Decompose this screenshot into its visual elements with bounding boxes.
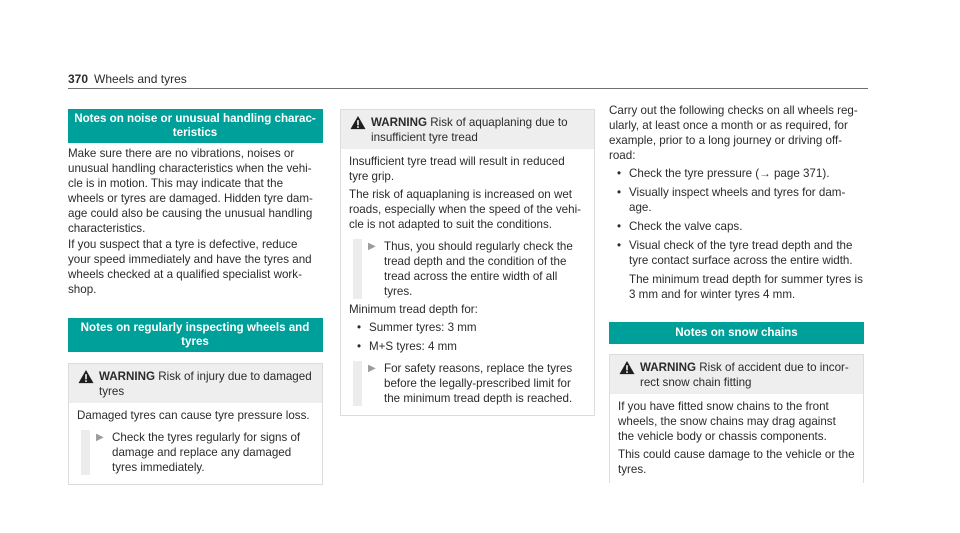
- section-title-inspect: [68, 318, 323, 352]
- column-2: [340, 109, 595, 416]
- action-step-1: [349, 239, 586, 299]
- list-item: [617, 238, 864, 302]
- warning-paragraph-1: If you have fitted snow chains to the front wheels, the snow chains may drag against the vehicle body or chassis components.: [618, 400, 836, 443]
- list-item: • Visually inspect wheels and tyres for dam-age.: [617, 185, 864, 215]
- header-rule: [68, 88, 868, 89]
- page-number: 370: [68, 72, 89, 86]
- step-text: Check the tyres regularly for signs of damage and replace any damaged tyres immediately.: [112, 431, 301, 474]
- warning-header: [610, 355, 863, 394]
- warning-box-aquaplaning: [340, 109, 595, 416]
- list-item: • M+S tyres: 4 mm: [357, 339, 586, 354]
- warning-paragraph-1: Insufficient tyre tread will result in reduced tyre grip.: [349, 155, 565, 183]
- section-title-snow-chains: [609, 322, 864, 344]
- warning-text: Risk of aquaplaning due to insufficient tyre tread: [371, 116, 568, 144]
- warning-body: [69, 403, 322, 484]
- step-arrow-icon: ▶: [96, 432, 104, 443]
- checks-list: [609, 166, 864, 302]
- warning-body: [610, 394, 863, 483]
- step-text: For safety reasons, replace the tyres before the legally-prescribed limit for the minimum tread depth is reached.: [384, 362, 573, 405]
- warning-header: [341, 110, 594, 149]
- warning-triangle-icon: [77, 369, 95, 384]
- section-title-inspect-text: Notes on regularly inspecting wheels and tyres: [80, 321, 310, 348]
- list-item: • Check the tyre pressure (→ page 371).: [617, 166, 864, 181]
- list-item-subtext: The minimum tread depth for summer tyres is 3 mm and for winter tyres 4 mm.: [629, 273, 863, 301]
- warning-label: WARNING: [371, 116, 428, 129]
- warning-triangle-icon: [349, 115, 367, 130]
- list-item: • Summer tyres: 3 mm: [357, 320, 586, 335]
- warning-box-damaged-tyres: [68, 363, 323, 485]
- warning-body-text: Damaged tyres can cause tyre pressure loss.: [77, 409, 310, 422]
- warning-box-snow-chains: [609, 354, 864, 483]
- section-title-noise: [68, 109, 323, 143]
- warning-paragraph-2: The risk of aquaplaning is increased on wet roads, especially when the speed of the vehi-cle is not adapted to suit the conditions.: [349, 188, 582, 231]
- noise-paragraph-1: Make sure there are no vibrations, noises or unusual handling characteristics when the vehi-cle is in motion. This may indicate that the wheels or tyres are damaged. Hidden tyre dam-age could also be causing the unusual handling characteristics.: [68, 147, 313, 235]
- step-bar: [81, 430, 90, 475]
- step-arrow-icon: ▶: [368, 241, 376, 252]
- checks-intro: Carry out the following checks on all wheels reg-ularly, at least once a month or as required, for example, prior to a long journey or driving off-road:: [609, 104, 858, 162]
- step-bar: [353, 361, 362, 406]
- column-3: [609, 103, 864, 483]
- warning-body: [341, 149, 594, 415]
- warning-header: [69, 364, 322, 403]
- section-title-snow-chains-text: Notes on snow chains: [675, 326, 798, 339]
- noise-paragraph-2: If you suspect that a tyre is defective, reduce your speed immediately and have the tyres and wheels checked at a qualified specialist work-shop.: [68, 238, 312, 296]
- column-1: [68, 109, 323, 485]
- page-header: [68, 72, 187, 87]
- min-tread-label: Minimum tread depth for:: [349, 303, 478, 316]
- action-step: [77, 430, 314, 475]
- list-item: • Check the valve caps.: [617, 219, 864, 234]
- warning-paragraph-2: This could cause damage to the vehicle or the tyres.: [618, 448, 855, 476]
- list-item-text: Visual check of the tyre tread depth and the tyre contact surface across the entire width.: [629, 239, 853, 267]
- section-title-noise-text: Notes on noise or unusual handling charac- teristics: [74, 112, 316, 139]
- warning-label: WARNING: [99, 370, 156, 383]
- min-tread-list: [349, 320, 586, 354]
- step-text: Thus, you should regularly check the tread depth and the condition of the tread across the entire width of all tyres.: [384, 240, 573, 298]
- warning-label: WARNING: [640, 361, 697, 374]
- warning-text: Risk of injury due to damaged tyres: [99, 370, 312, 398]
- action-step-2: [349, 361, 586, 406]
- chapter-title: Wheels and tyres: [94, 72, 187, 86]
- step-arrow-icon: ▶: [368, 363, 376, 374]
- warning-triangle-icon: [618, 360, 636, 375]
- warning-text: Risk of accident due to incor-rect snow chain fitting: [640, 361, 849, 389]
- step-bar: [353, 239, 362, 299]
